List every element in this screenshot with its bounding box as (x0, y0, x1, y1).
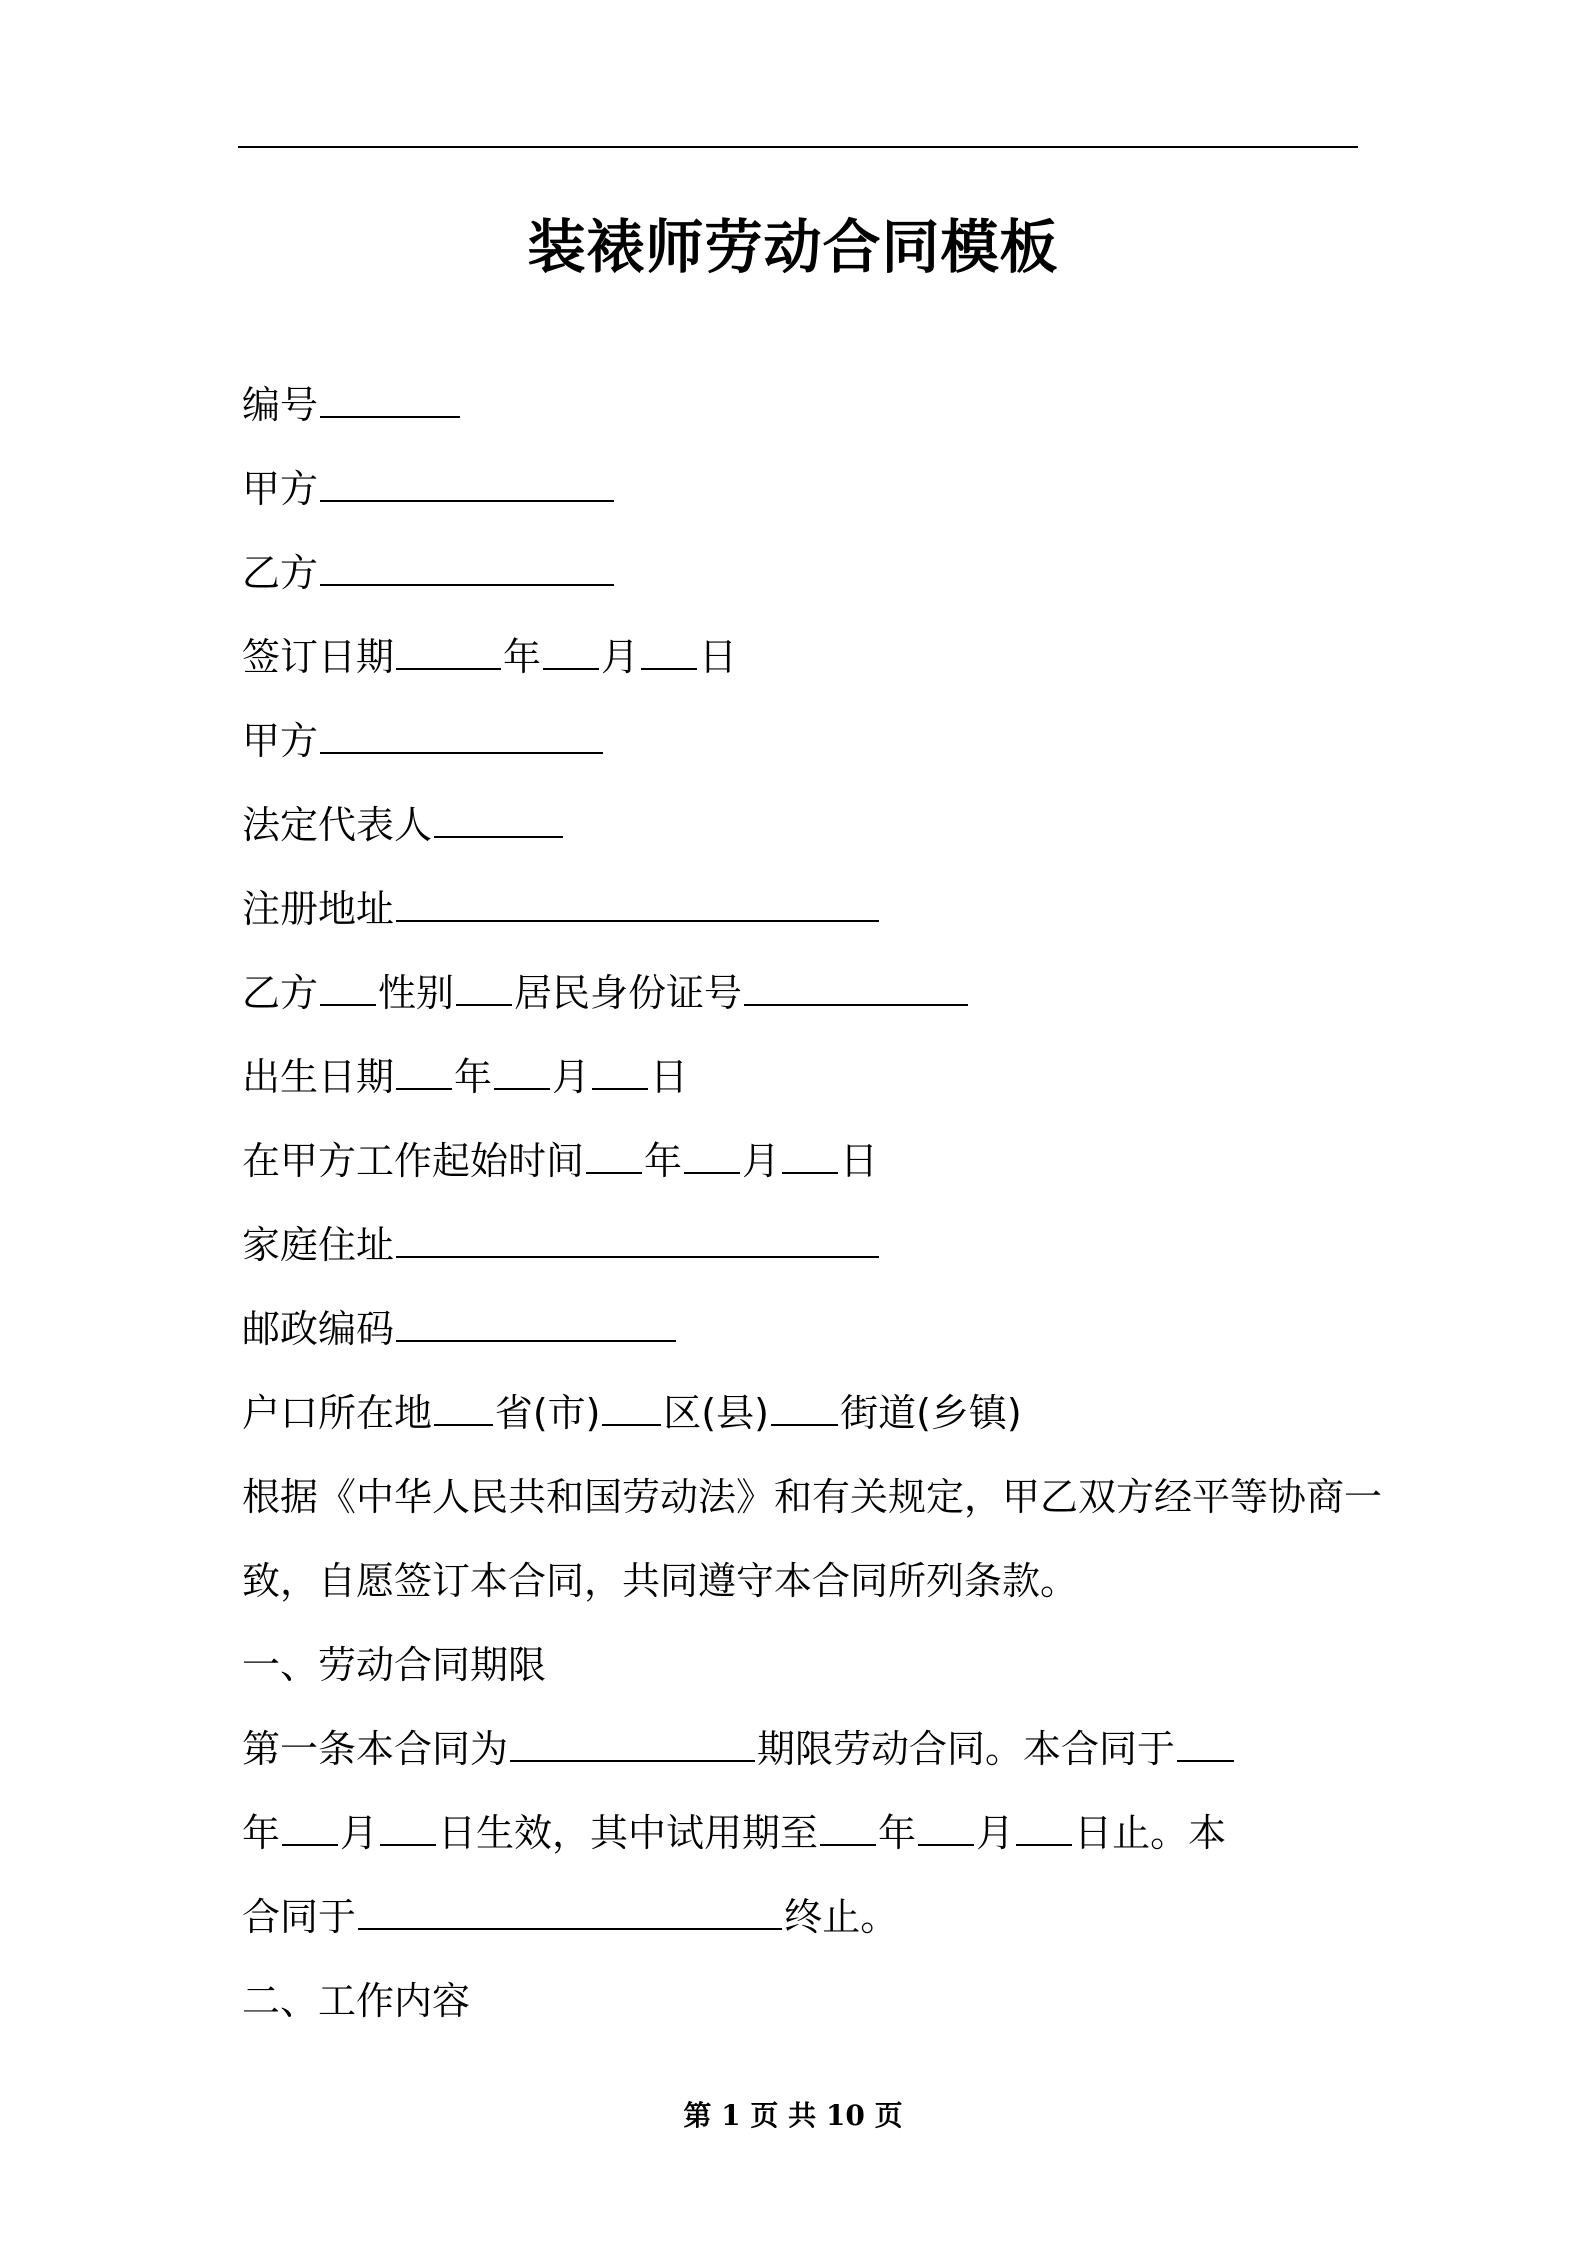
line-text: 合同于 (242, 1895, 357, 1939)
line-text: 出生日期 (242, 1055, 395, 1099)
line-text: 区(县) (663, 1391, 769, 1435)
fill-in-blank (434, 1423, 493, 1426)
fill-in-blank (320, 583, 614, 586)
fill-in-blank (820, 1843, 876, 1846)
fill-in-blank (456, 1003, 512, 1006)
line-text: 根据《中华人民共和国劳动法》和有关规定，甲乙双方经平等协商一 (242, 1475, 1383, 1519)
document-line (242, 1128, 1362, 1212)
document-line (242, 1884, 1362, 1968)
fill-in-blank (396, 1255, 879, 1258)
line-text: 日 (699, 635, 738, 679)
fill-in-blank (1177, 1759, 1234, 1762)
fill-in-blank (602, 1423, 661, 1426)
page-footer: 第 1 页 共 10 页 (683, 2099, 903, 2132)
document-line (242, 1380, 1362, 1464)
fill-in-blank (320, 499, 614, 502)
line-text: 年 (644, 1139, 683, 1183)
fill-in-blank (358, 1927, 782, 1930)
fill-in-blank (918, 1843, 974, 1846)
fill-in-blank (494, 1087, 550, 1090)
fill-in-blank (592, 1087, 648, 1090)
document-body (242, 372, 1383, 2052)
line-text: 年 (242, 1811, 281, 1855)
fill-in-blank (586, 1171, 642, 1174)
fill-in-blank (396, 919, 879, 922)
line-text: 年 (878, 1811, 917, 1855)
fill-in-blank (320, 751, 603, 754)
fill-in-blank (782, 1171, 838, 1174)
fill-in-blank (543, 667, 599, 670)
fill-in-blank (771, 1423, 838, 1426)
line-text: 街道(乡镇) (840, 1391, 1022, 1435)
line-text: 月 (340, 1811, 379, 1855)
line-text: 日止。本 (1074, 1811, 1227, 1855)
fill-in-blank (396, 1087, 452, 1090)
fill-in-blank (434, 835, 563, 838)
fill-in-blank (744, 1003, 968, 1006)
document-line (242, 1464, 1383, 1548)
line-text: 终止。 (784, 1895, 899, 1939)
line-text: 性别 (378, 971, 455, 1015)
line-text: 注册地址 (242, 887, 395, 931)
line-text: 省(市) (494, 1391, 601, 1435)
fill-in-blank (320, 1003, 376, 1006)
line-text: 法定代表人 (242, 803, 433, 847)
line-text: 甲方 (242, 467, 319, 511)
document-line (242, 1968, 1362, 2052)
document-line (242, 1044, 1362, 1128)
line-text: 年 (454, 1055, 493, 1099)
document-line (242, 540, 1362, 624)
document-line (242, 1548, 1362, 1632)
document-line (242, 1212, 1362, 1296)
line-text: 在甲方工作起始时间 (242, 1139, 585, 1183)
line-text: 日 (840, 1139, 879, 1183)
document-title: 装裱师劳动合同模板 (527, 213, 1059, 281)
fill-in-blank (641, 667, 697, 670)
line-text: 一、劳动合同期限 (242, 1643, 547, 1687)
line-text: 致，自愿签订本合同，共同遵守本合同所列条款。 (242, 1559, 1079, 1603)
line-text: 邮政编码 (242, 1307, 395, 1351)
document-line (242, 372, 1362, 456)
line-text: 居民身份证号 (514, 971, 743, 1015)
document-line (242, 456, 1362, 540)
line-text: 日生效，其中试用期至 (438, 1811, 819, 1855)
line-text: 甲方 (242, 719, 319, 763)
line-text: 二、工作内容 (242, 1979, 471, 2023)
line-text: 月 (601, 635, 640, 679)
fill-in-blank (1016, 1843, 1072, 1846)
line-text: 乙方 (242, 971, 319, 1015)
document-line (242, 1632, 1362, 1716)
line-text: 日 (650, 1055, 689, 1099)
fill-in-blank (510, 1759, 755, 1762)
document-line (242, 1716, 1362, 1800)
document-line (242, 1296, 1362, 1380)
line-text: 编号 (242, 383, 319, 427)
document-line (242, 960, 1362, 1044)
fill-in-blank (684, 1171, 740, 1174)
line-text: 月 (976, 1811, 1015, 1855)
fill-in-blank (282, 1843, 338, 1846)
line-text: 月 (742, 1139, 781, 1183)
line-text: 月 (552, 1055, 591, 1099)
fill-in-blank (320, 415, 460, 418)
fill-in-blank (396, 667, 501, 670)
line-text: 期限劳动合同。本合同于 (757, 1727, 1176, 1771)
fill-in-blank (396, 1339, 676, 1342)
header-rule (238, 146, 1358, 148)
document-line (242, 624, 1362, 708)
document-line (242, 1800, 1362, 1884)
line-text: 签订日期 (242, 635, 395, 679)
fill-in-blank (380, 1843, 436, 1846)
line-text: 家庭住址 (242, 1223, 395, 1267)
document-line (242, 876, 1362, 960)
document-line (242, 708, 1362, 792)
line-text: 年 (503, 635, 542, 679)
line-text: 户口所在地 (242, 1391, 433, 1435)
line-text: 第一条本合同为 (242, 1727, 509, 1771)
line-text: 乙方 (242, 551, 319, 595)
document-line (242, 792, 1362, 876)
